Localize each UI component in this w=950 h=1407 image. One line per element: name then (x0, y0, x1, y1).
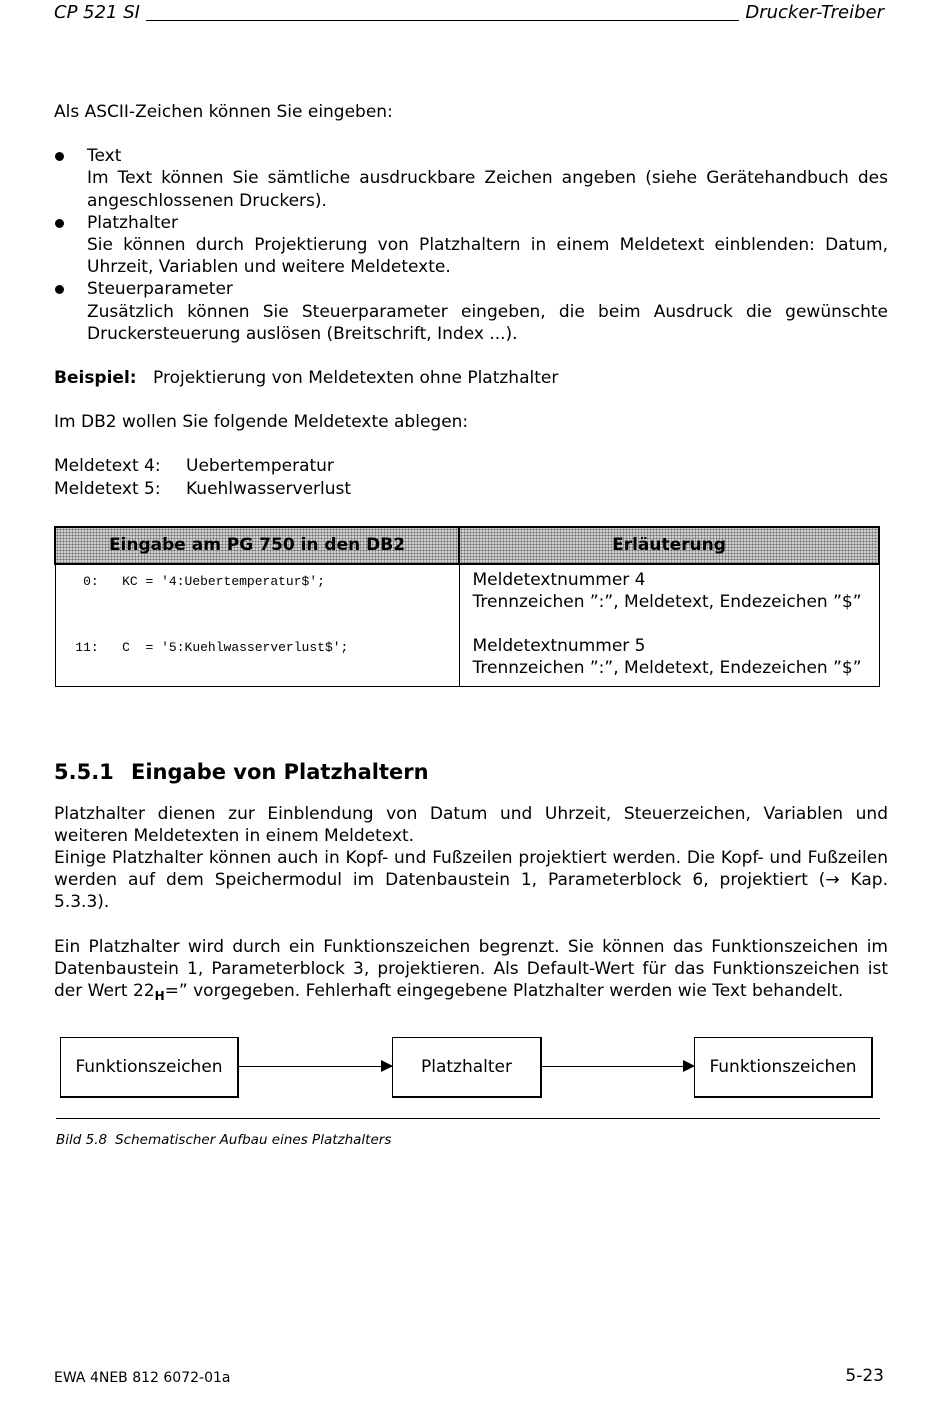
message-row (54, 478, 888, 500)
example-text: Projektierung von Meldetexten ohne Platzhalter (153, 368, 559, 389)
page-body (54, 101, 888, 1099)
placeholder-diagram (54, 1037, 880, 1099)
bullet-icon (55, 219, 64, 228)
section-number: 5.5.1 (54, 759, 114, 784)
table-header-input: Eingabe am PG 750 in den DB2 (55, 527, 459, 564)
bullet-text: Im Text können Sie sämtliche ausdruckbare Zeichen angeben (siehe Gerätehandbuch des angeschlossenen Druckers). (87, 168, 888, 211)
paragraph-default-value (54, 936, 888, 1003)
bullet-icon (55, 152, 64, 161)
intro-text: Als ASCII-Zeichen können Sie eingeben: (54, 102, 393, 122)
bullet-title: Steuerparameter (87, 279, 233, 300)
diagram-box-function-char-right: Funktionszeichen (694, 1037, 873, 1098)
bullet-title: Text (87, 146, 122, 167)
example-line (54, 367, 888, 389)
page-header (54, 0, 884, 24)
explanation-block (460, 565, 879, 686)
header-rule (146, 19, 739, 21)
figure-number: Bild 5.8 (56, 1132, 108, 1148)
arrow-right-icon (239, 1066, 392, 1067)
header-left: CP 521 SI (54, 1, 140, 23)
footer-page-number: 5-23 (845, 1366, 884, 1386)
bullet-text: Sie können durch Projektierung von Platzhaltern in einem Meldetext einblenden: Datum, Uhrzeit, Variablen und weitere Meldetexte. (87, 235, 888, 278)
arrow-right-icon (542, 1066, 694, 1067)
code-block (56, 565, 459, 659)
explanation-cell (459, 564, 879, 686)
explanation-line: Meldetextnummer 4 (472, 569, 646, 590)
explanation-line: Meldetextnummer 5 (472, 636, 646, 657)
bullet-title: Platzhalter (87, 212, 179, 233)
explanation-line: Trennzeichen ”:”, Meldetext, Endezeichen ”$” (472, 592, 862, 613)
table-row (55, 564, 879, 686)
db2-input-table (54, 526, 880, 687)
message-key: Meldetext 4: (54, 456, 161, 477)
section-heading (54, 759, 888, 785)
message-value: Uebertemperatur (186, 456, 334, 477)
code-cell (55, 564, 459, 686)
bullet-text: Zusätzlich können Sie Steuerparameter eingeben, die beim Ausdruck die gewünschte Druckersteuerung auslösen (Breitschrift, Index ...). (87, 301, 888, 344)
paragraph: Einige Platzhalter können auch in Kopf- und Fußzeilen projektiert werden. Die Kopf- und Fußzeilen werden auf dem Speichermodul im Datenbaustein 1, Parameterblock 6, projektiert (→ Kap. 5.3.3). (54, 848, 888, 913)
message-key: Meldetext 5: (54, 478, 161, 499)
db2-intro: Im DB2 wollen Sie folgende Meldetexte ablegen: (54, 412, 469, 433)
figure-title: Schematischer Aufbau eines Platzhalters (115, 1132, 392, 1148)
message-value: Kuehlwasserverlust (186, 478, 352, 499)
paragraph: Platzhalter dienen zur Einblendung von Datum und Uhrzeit, Steuerzeichen, Variablen und weiteren Meldetexten in einem Meldetext. (54, 803, 888, 846)
paragraph-part: =” vorgegeben. Fehlerhaft eingegebene Platzhalter werden wie Text behandelt. (164, 981, 844, 1002)
figure-caption (56, 1129, 391, 1151)
bullet-item (54, 145, 888, 212)
section-title: Eingabe von Platzhaltern (131, 759, 429, 784)
explanation-line: Trennzeichen ”:”, Meldetext, Endezeichen ”$” (472, 658, 862, 679)
diagram-box-function-char-left: Funktionszeichen (60, 1037, 239, 1098)
code-line: 11: C = '5:Kuehlwasserverlust$'; (67, 640, 349, 656)
caption-rule (56, 1118, 880, 1119)
example-label: Beispiel: (54, 368, 137, 389)
bullet-icon (55, 285, 64, 294)
code-line: 0: KC = '4:Uebertemperatur$'; (67, 573, 325, 589)
message-list (54, 455, 888, 499)
bullet-item (54, 278, 888, 345)
diagram-box-placeholder: Platzhalter (392, 1037, 542, 1098)
subscript-h: H (154, 989, 165, 1004)
bullet-item (54, 212, 888, 279)
header-right: Drucker-Treiber (745, 1, 884, 23)
message-row (54, 455, 888, 477)
footer-doc-id: EWA 4NEB 812 6072-01a (54, 1370, 231, 1386)
table-header-explanation: Erläuterung (459, 527, 879, 564)
paragraph-part: Ein Platzhalter wird durch ein Funktionszeichen begrenzt. Sie können das Funktionszeichen im Datenbaustein 1, Parameterblock 3, projektieren. Als Default-Wert für das Funktionszeichen ist der Wert 22 (54, 936, 888, 1002)
bullet-list (54, 145, 888, 345)
